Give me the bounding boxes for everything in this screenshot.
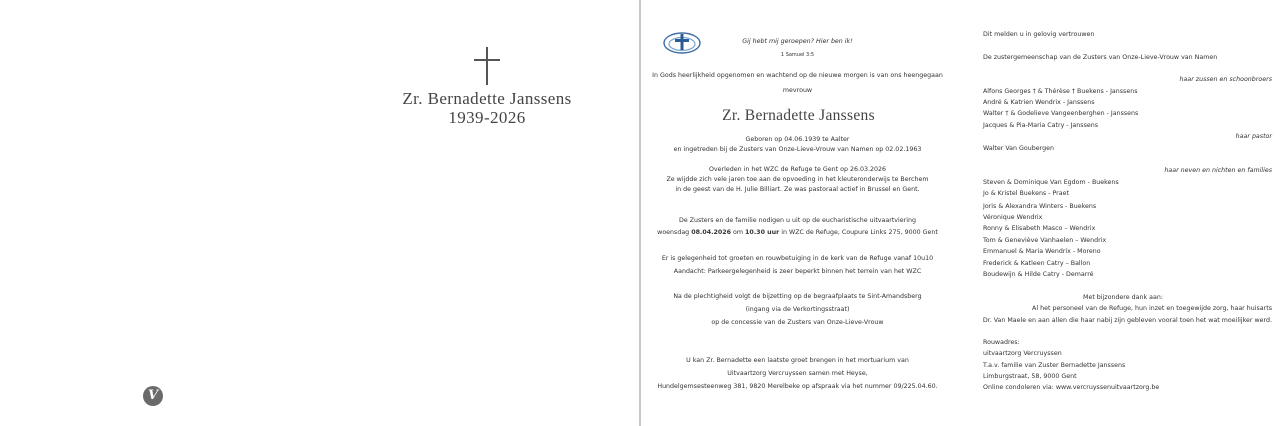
greeting-line-2: Aandacht: Parkeergelegenheid is zeer beperkt binnen het terrein van het WZC	[673, 268, 922, 275]
community-line: De zustergemeenschap van de Zusters van Onze-Lieve-Vrouw van Namen	[983, 54, 1218, 61]
address-line: uitvaartzorg Vercruyssen	[983, 350, 1062, 357]
cover-name: Zr. Bernadette Janssens	[402, 89, 572, 108]
congregation-emblem-icon	[663, 31, 701, 55]
address-label: Rouwadres:	[983, 339, 1020, 346]
latin-cross-icon	[474, 47, 500, 85]
undertaker-logo-icon: V	[143, 386, 163, 406]
burial-line-2: (ingang via de Verkortingsstraat)	[745, 306, 850, 313]
funeral-time: 10.30 uur	[745, 229, 780, 236]
entered-line: en ingetreden bij de Zusters van Onze-Lieve-Vrouw van Namen op 02.02.1963	[673, 146, 922, 153]
condolence-link[interactable]: Online condoleren via: www.vercruyssenuitvaartzorg.be	[983, 384, 1160, 391]
sibling-entry: André & Katrien Wendrix - Janssens	[983, 99, 1095, 106]
card-inner-page	[641, 0, 1280, 426]
bible-verse-reference: 1 Samuel 3:5	[780, 52, 815, 58]
visit-line-3: Hundelgemsesteenweg 381, 9820 Merelbeke op afspraak via het nummer 09/225.04.60.	[657, 383, 938, 390]
nephew-entry: Véronique Wendrix	[983, 214, 1043, 221]
life-line-2: in de geest van de H. Julie Billiart. Ze was pastoraal actief in Brussel en Gent.	[675, 186, 920, 193]
invitation-line-2: woensdag 08.04.2026 om 10.30 uur in WZC de Refuge, Coupure Links 275, 9000 Gent	[657, 229, 938, 236]
thanks-line-2: Dr. Van Maele en aan allen die haar nabij zijn gebleven vooral toen het wat moeilijker werd.	[982, 317, 1272, 324]
visit-line-2: Uitvaartzorg Vercruyssen samen met Heyse,	[727, 370, 868, 377]
birth-line: Geboren op 04.06.1939 te Aalter	[745, 136, 850, 143]
burial-line-1: Na de plechtigheid volgt de bijzetting op de begraafplaats te Sint-Amandsberg	[673, 293, 922, 300]
visit-line-1: U kan Zr. Bernadette een laatste groet brengen in het mortuarium van	[686, 357, 909, 364]
nephew-entry: Emmanuel & Maria Wendrix - Moreno	[983, 248, 1101, 255]
sibling-entry: Alfons Georges † & Thérèse † Buekens - Janssens	[983, 88, 1138, 95]
nephew-entry: Joris & Alexandra Winters - Buekens	[983, 203, 1097, 210]
pastor-name: Walter Van Goubergen	[983, 145, 1054, 152]
funeral-date: 08.04.2026	[691, 229, 732, 236]
siblings-label: haar zussen en schoonbroers	[1179, 76, 1272, 83]
nephew-entry: Jo & Kristel Buekens - Praet	[983, 190, 1069, 197]
life-line-1: Ze wijdde zich vele jaren toe aan de opvoeding in het kleuteronderwijs te Berchem	[666, 176, 929, 183]
faith-line: Dit melden u in gelovig vertrouwen	[983, 31, 1095, 38]
nephew-entry: Steven & Dominique Van Egdom - Buekens	[983, 179, 1119, 186]
sibling-entry: Jacques & Pia-Maria Catry - Janssens	[983, 122, 1098, 129]
nephews-label: haar neven en nichten en families	[1164, 167, 1272, 174]
bible-verse: Gij hebt mij geroepen? Hier ben ik!	[742, 38, 853, 45]
nephew-entry: Tom & Geneviève Vanhaelen – Wendrix	[983, 237, 1107, 244]
burial-line-3: op de concessie van de Zusters van Onze-Lieve-Vrouw	[711, 319, 884, 326]
nephew-entry: Boudewijn & Hilde Catry - Demarré	[983, 271, 1094, 278]
pastor-label: haar pastor	[1235, 133, 1272, 140]
greeting-line-1: Er is gelegenheid tot groeten en rouwbetuiging in de kerk van de Refuge vanaf 10u10	[661, 255, 934, 262]
deceased-name: Zr. Bernadette Janssens	[722, 107, 875, 124]
sibling-entry: Walter † & Godelieve Vangeenberghen - Janssens	[983, 110, 1139, 117]
thanks-line-1: Al het personeel van de Refuge, hun inzet en toegewijde zorg, haar huisarts	[1032, 305, 1272, 312]
thanks-heading: Met bijzondere dank aan:	[1083, 294, 1163, 301]
announcement-line-1: In Gods heerlijkheid opgenomen en wachtend op de nieuwe morgen is van ons heengegaan	[652, 72, 943, 79]
address-line: T.a.v. familie van Zuster Bernadette Janssens	[983, 362, 1126, 369]
cover-years: 1939-2026	[448, 108, 526, 127]
nephew-entry: Frederick & Katleen Catry – Ballon	[983, 260, 1091, 267]
address-line: Limburgstraat, 58, 9000 Gent	[983, 373, 1077, 380]
death-line: Overleden in het WZC de Refuge te Gent op 26.03.2026	[708, 166, 887, 173]
invitation-line-1: De Zusters en de familie nodigen u uit op de eucharistische uitvaartviering	[679, 217, 916, 224]
nephew-entry: Ronny & Elisabeth Masco – Wendrix	[983, 225, 1096, 232]
announcement-line-2: mevrouw	[782, 87, 813, 94]
